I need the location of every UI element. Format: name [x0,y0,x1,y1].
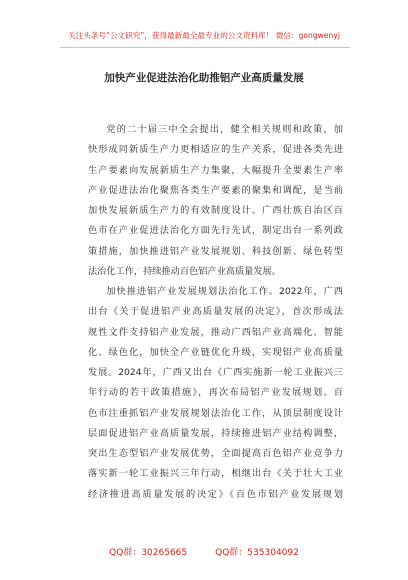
text-line: 出台《关于促进铝产业高质量发展的决定》，首次形成法 [88,306,343,318]
text-line: 策措施，加快推进铝产业发展规划、科技创新、绿色转型 [88,245,343,257]
page-footer [0,545,408,558]
text-line: 突出生态型铝产业发展优势，全面提高百色铝产业竞争力 [88,448,343,459]
qq-group-1: QQ群：30265665 [109,548,188,558]
text-line: 色市注重抓铝产业发展规划法治化工作，从顶层制度设计 [88,407,343,419]
text-line: 加快推进铝产业发展规划法治化工作。2022年，广西 [106,286,343,297]
header-divider [60,47,350,48]
text-line: 快形成同新质生产力更相适应的生产关系，促进各类先进 [88,144,343,156]
text-line: 规性文件支持铝产业发展，推动广西铝产业高端化、智能 [88,326,343,338]
text-line: 法治化工作，持续推动百色铝产业高质量发展。 [88,265,281,277]
document-body [88,120,343,505]
qq-group-2: QQ群：535304092 [215,548,299,558]
text-line: 年行动的若干政策措施》，再次布局铝产业发展规划。百 [88,387,343,399]
text-line: 发展。2024年，广西又出台《广西实施新一轮工业振兴三 [88,367,343,378]
text-line: 落实新一轮工业振兴三年行动，相继出台《关于壮大工业 [88,468,343,480]
text-line: 色市在产业促进法治化方面先行先试，制定出台一系列政 [88,225,343,237]
promo-banner: 关注头条号“公文研究”，获得最新最全最专业的公文资料库！ 微信：gongwenyj [68,31,340,40]
paragraph-1 [88,120,343,282]
text-line: 加快发展新质生产力的有效制度设计。广西壮族自治区百 [88,205,343,216]
paragraph-2 [88,282,343,505]
text-line: 党的二十届三中全会提出，健全相关规则和政策，加 [106,124,343,135]
text-line: 经济推进高质量发展的决定》《百色市铝产业发展规划 [88,488,343,500]
text-line: 化、绿色化，加快全产业链优化升级，实现铝产业高质量 [88,346,343,358]
document-title: 加快产业促进法治化助推铝产业高质量发展 [104,72,304,84]
text-line: 层面促进铝产业高质量发展，持续推进铝产业结构调整， [88,427,343,439]
text-line: 产业促进法治化聚焦各类生产要素的聚集和调配，是当前 [88,184,343,196]
text-line: 生产要素向发展新质生产力集聚，大幅提升全要素生产率 [88,164,343,176]
